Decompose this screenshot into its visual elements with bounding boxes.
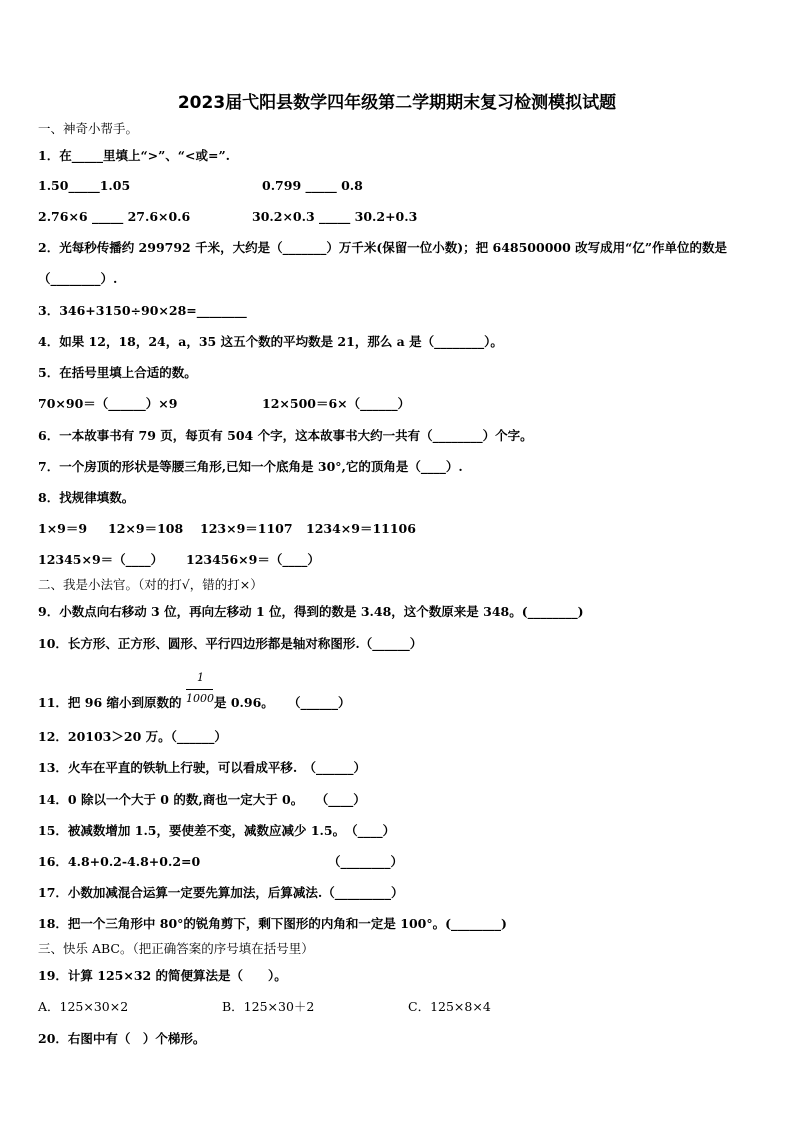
question-2-line2: （________）. — [38, 271, 118, 286]
question-8e: 12345×9＝（____） — [38, 552, 164, 567]
fraction-bar — [186, 689, 213, 690]
question-9: 9．小数点向右移动 3 位，再向左移动 1 位，得到的数是 3.48，这个数原来是 348。(________) — [38, 604, 584, 619]
question-11-text: 11．把 96 缩小到原数的 — [38, 695, 182, 710]
question-15: 15．被减数增加 1.5，要使差不变，减数应减少 1.5。 （____） — [38, 823, 396, 838]
section-heading-2: 二、我是小法官。（对的打√，错的打×） — [38, 577, 263, 592]
question-18: 18．把一个三角形中 80°的锐角剪下，剩下图形的内角和一定是 100°。(________) — [38, 916, 507, 931]
question-8c: 123×9＝1107 — [200, 521, 293, 536]
question-3: 3．346+3150÷90×28=________ — [38, 303, 247, 318]
question-5b: 12×500＝6×（______） — [262, 396, 411, 411]
question-4: 4．如果 12，18，24，a，35 这五个数的平均数是 21，那么 a 是（________）。 — [38, 334, 503, 349]
question-13: 13．火车在平直的铁轨上行驶，可以看成平移. （______） — [38, 760, 366, 775]
question-19-option-a: A．125×30×2 — [38, 999, 129, 1014]
question-16: 16．4.8+0.2-4.8+0.2=0 — [38, 854, 201, 869]
question-8f: 123456×9＝（____） — [186, 552, 320, 567]
question-6: 6．一本故事书有 79 页，每页有 504 个字，这本故事书大约一共有（________）个字。 — [38, 428, 533, 443]
question-2-line1: 2．光每秒传播约 299792 千米，大约是（_______）万千米(保留一位小数)；把 648500000 改写成用“亿”作单位的数是 — [38, 240, 728, 255]
question-8b: 12×9＝108 — [108, 521, 184, 536]
section-heading-1: 一、神奇小帮手。 — [38, 121, 139, 136]
question-1b: 0.799 _____ 0.8 — [262, 178, 363, 193]
question-5a: 70×90＝（______）×9 — [38, 396, 178, 411]
page-title: 2023届弋阳县数学四年级第二学期期末复习检测模拟试题 — [177, 93, 617, 113]
question-12: 12．20103＞20 万。（______） — [38, 729, 227, 744]
question-16-answer: （________） — [328, 854, 404, 869]
question-7: 7．一个房顶的形状是等腰三角形,已知一个底角是 30°,它的顶角是（____）. — [38, 459, 463, 474]
section-heading-3: 三、快乐 ABC。（把正确答案的序号填在括号里） — [38, 941, 314, 956]
question-1a: 1.50_____1.05 — [38, 178, 131, 193]
question-8: 8．找规律填数。 — [38, 490, 135, 505]
fraction-denominator: 1000 — [186, 692, 214, 705]
question-19: 19．计算 125×32 的简便算法是（ ）。 — [38, 968, 287, 983]
question-20: 20．右图中有（ ）个梯形。 — [38, 1031, 206, 1046]
question-17: 17．小数加减混合运算一定要先算加法，后算减法.（_________） — [38, 885, 404, 900]
question-8a: 1×9＝9 — [38, 521, 88, 536]
fraction-numerator: 1 — [197, 671, 204, 684]
question-1d: 30.2×0.3 _____ 30.2+0.3 — [252, 209, 418, 224]
question-1c: 2.76×6 _____ 27.6×0.6 — [38, 209, 191, 224]
question-1: 1．在_____里填上“>”、“<或=”. — [38, 148, 230, 163]
question-14: 14．0 除以一个大于 0 的数,商也一定大于 0。 （____） — [38, 792, 366, 807]
question-8d: 1234×9＝11106 — [306, 521, 416, 536]
question-19-option-b: B．125×30＋2 — [222, 999, 315, 1014]
question-10: 10．长方形、正方形、圆形、平行四边形都是轴对称图形.（______） — [38, 636, 423, 651]
question-5: 5．在括号里填上合适的数。 — [38, 365, 197, 380]
question-11-answer: （______） — [288, 695, 351, 710]
question-19-option-c: C．125×8×4 — [408, 999, 491, 1014]
question-11-text-end: 是 0.96。 — [214, 695, 274, 710]
